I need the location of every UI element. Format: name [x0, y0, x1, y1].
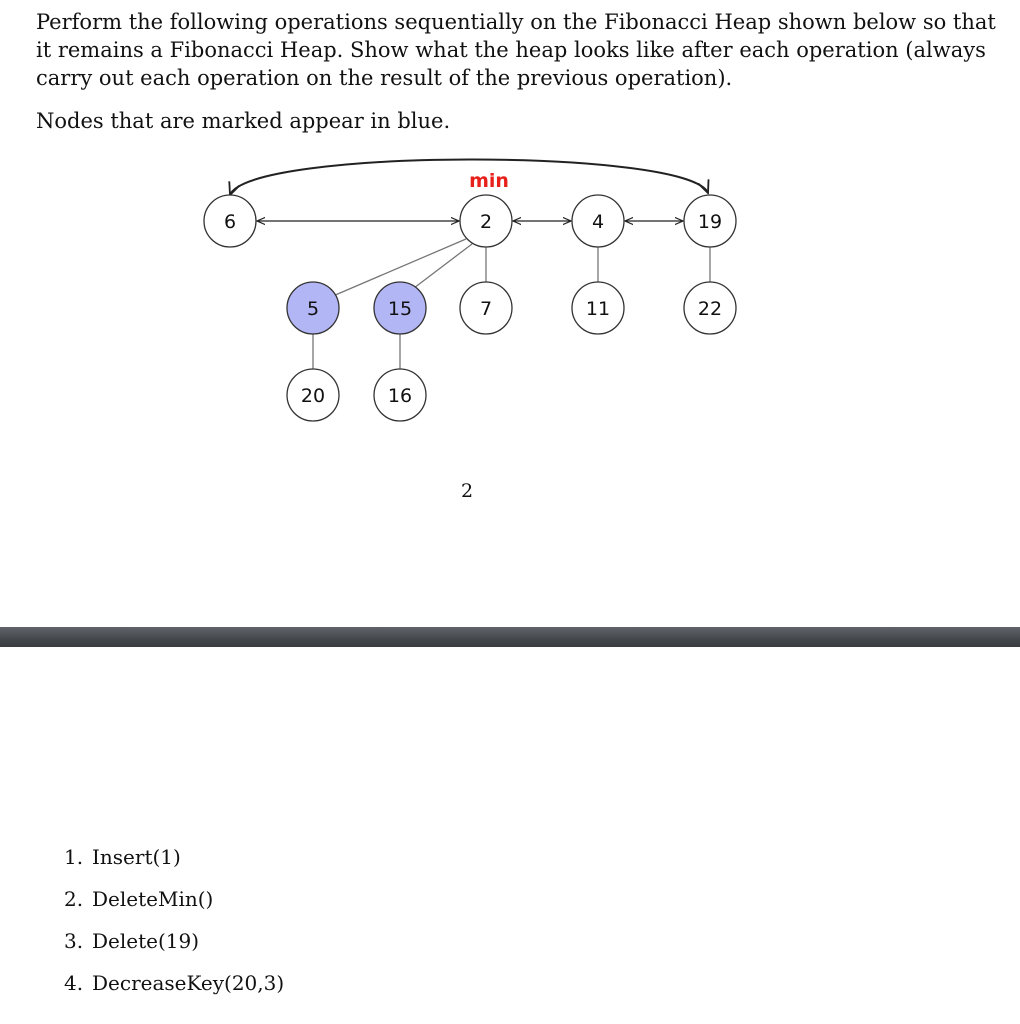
operation-item — [64, 969, 284, 1011]
operation-number: 3. — [64, 929, 84, 953]
operation-item — [64, 843, 284, 885]
node-22-key: 22 — [697, 298, 723, 320]
node-2 — [460, 195, 512, 247]
operations-list — [64, 843, 284, 1011]
operation-item — [64, 885, 284, 927]
operation-text: DeleteMin() — [92, 887, 214, 911]
operation-number: 2. — [64, 887, 84, 911]
fibonacci-heap-diagram — [0, 150, 1020, 450]
operation-number: 1. — [64, 845, 84, 869]
page-divider — [0, 627, 1020, 647]
node-19 — [684, 195, 736, 247]
node-4 — [572, 195, 624, 247]
node-5 — [287, 282, 339, 334]
node-5-key: 5 — [306, 298, 320, 320]
node-2-key: 2 — [479, 211, 493, 233]
node-6 — [204, 195, 256, 247]
node-15 — [374, 282, 426, 334]
node-22 — [684, 282, 736, 334]
node-11 — [572, 282, 624, 334]
operation-item — [64, 927, 284, 969]
node-20-key: 20 — [300, 385, 326, 407]
marked-nodes-note: Nodes that are marked appear in blue. — [36, 109, 451, 133]
node-20 — [287, 369, 339, 421]
node-19-key: 19 — [697, 211, 723, 233]
node-16 — [374, 369, 426, 421]
page-number: 2 — [461, 480, 474, 502]
node-7 — [460, 282, 512, 334]
operation-text: DecreaseKey(20,3) — [92, 971, 285, 995]
operation-text: Delete(19) — [92, 929, 200, 953]
operation-number: 4. — [64, 971, 84, 995]
node-6-key: 6 — [223, 211, 237, 233]
edge-2-15 — [414, 244, 472, 288]
node-16-key: 16 — [387, 385, 413, 407]
operation-text: Insert(1) — [92, 845, 181, 869]
min-pointer-label: min — [469, 170, 509, 192]
node-7-key: 7 — [479, 298, 493, 320]
node-11-key: 11 — [585, 298, 611, 320]
problem-statement: Perform the following operations sequentially on the Fibonacci Heap shown below so that it remains a Fibonacci Heap. Show what the heap looks like after each operation (always carry out each operation on the result of the previous operation). — [36, 10, 996, 90]
node-15-key: 15 — [387, 298, 413, 320]
node-4-key: 4 — [591, 211, 605, 233]
